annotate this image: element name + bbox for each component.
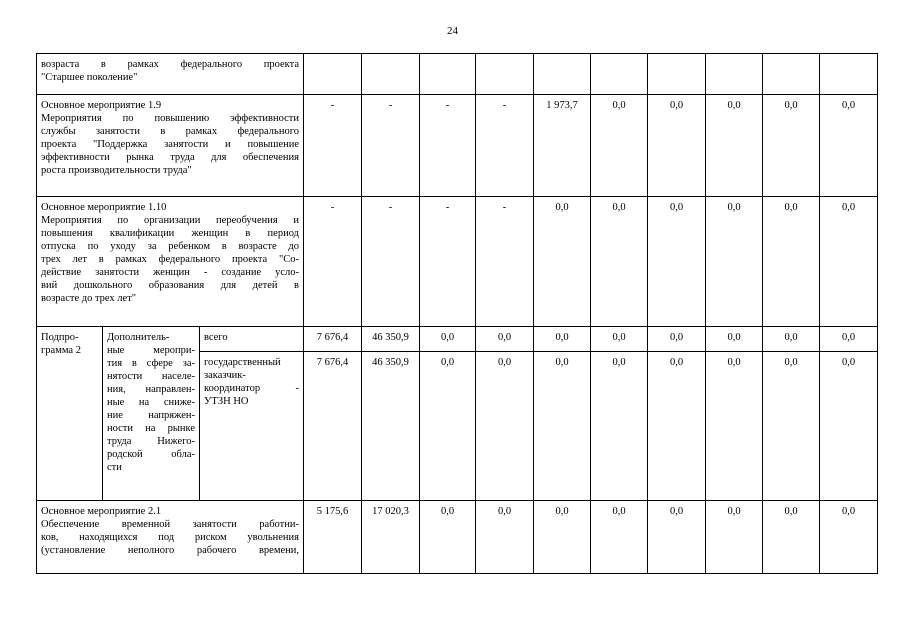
value-cell: 0,0 [648,95,706,197]
value-cell: 0,0 [534,501,591,574]
value-cell: 0,0 [420,501,476,574]
executor-label [200,327,304,352]
value-cell: 0,0 [476,327,534,352]
value-cell: 0,0 [820,197,878,327]
value-cell: 0,0 [763,95,820,197]
label-line: "Старшее поколение" [41,72,138,83]
label-line: ности на рынке [107,423,195,434]
value-cell: 0,0 [648,197,706,327]
value-cell: - [362,95,420,197]
value-cell: 0,0 [476,501,534,574]
label-line: родской обла- [107,449,195,460]
value-cell: 1 973,7 [534,95,591,197]
label-line: тия в сфере за- [107,358,195,369]
value-cell: 0,0 [534,352,591,501]
value-cell [534,54,591,95]
label-line: ные меропри- [107,345,195,356]
label-line: всего [204,332,228,343]
value-cell [591,54,648,95]
value-cell [706,54,763,95]
executor-label [200,352,304,501]
value-cell: 0,0 [534,327,591,352]
label-line: нятости населе- [107,371,195,382]
table-row [37,327,878,352]
value-cell: 0,0 [820,327,878,352]
value-cell: - [304,95,362,197]
value-cell: 0,0 [591,352,648,501]
value-cell: 0,0 [591,95,648,197]
value-cell: 0,0 [591,327,648,352]
label-line: труда Нижего- [107,436,195,447]
funding-table [36,53,878,574]
label-line: роста производительности труда" [41,165,192,176]
label-line: координатор - [204,383,299,394]
label-line: ния, направлен- [107,384,195,395]
label-line: грамма 2 [41,345,81,356]
label-line: (установление неполного рабочего времени, [41,545,299,556]
label-line: Обеспечение временной занятости работни- [41,519,299,530]
value-cell: 0,0 [820,352,878,501]
value-cell: 0,0 [420,352,476,501]
row-label [37,54,304,95]
label-line: проекта "Поддержка занятости и повышение [41,139,299,150]
label-line: трех лет в рамках федерального проекта "Со- [41,254,299,265]
label-line: действие занятости женщин - создание усло- [41,267,299,278]
value-cell [648,54,706,95]
label-line: Мероприятия по повышению эффективности [41,113,299,124]
table-row [37,54,878,95]
value-cell [304,54,362,95]
value-cell: 0,0 [534,197,591,327]
label-line: УТЗН НО [204,396,249,407]
value-cell: 17 020,3 [362,501,420,574]
label-line: ков, находящихся под риском увольнения [41,532,299,543]
row-label [37,197,304,327]
value-cell [420,54,476,95]
label-line: ные на сниже- [107,397,195,408]
table-row [37,95,878,197]
value-cell: 0,0 [706,197,763,327]
value-cell: 0,0 [763,327,820,352]
label-line: Мероприятия по организации переобучения и [41,215,299,226]
subprogram-type [37,327,103,501]
label-line: повышения квалификации женщин в период [41,228,299,239]
value-cell: - [476,197,534,327]
value-cell: - [304,197,362,327]
value-cell: 46 350,9 [362,327,420,352]
value-cell [362,54,420,95]
value-cell: 0,0 [476,352,534,501]
label-line: Дополнитель- [107,332,170,343]
value-cell: - [476,95,534,197]
value-cell [820,54,878,95]
label-line: Основное мероприятие 1.10 [41,202,167,213]
value-cell: 5 175,6 [304,501,362,574]
value-cell: 0,0 [706,95,763,197]
label-line: сти [107,462,122,473]
value-cell: 0,0 [820,501,878,574]
value-cell: 0,0 [648,352,706,501]
value-cell: 0,0 [820,95,878,197]
value-cell: 0,0 [591,197,648,327]
label-line: возрасте до трех лет" [41,293,137,304]
value-cell: 7 676,4 [304,352,362,501]
subprogram-name [103,327,200,501]
table-row [37,197,878,327]
label-line: отпуска по уходу за ребенком в возрасте до [41,241,299,252]
label-line: эффективности рынка труда для обеспечения [41,152,299,163]
label-line: Основное мероприятие 1.9 [41,100,162,111]
label-line: вий дошкольного образования для детей в [41,280,299,291]
value-cell: - [420,95,476,197]
label-line: заказчик- [204,370,246,381]
value-cell: 0,0 [420,327,476,352]
label-line: Основное мероприятие 2.1 [41,506,162,517]
value-cell: - [420,197,476,327]
label-line: ние напряжен- [107,410,195,421]
page-number: 24 [447,25,458,37]
label-line: государственный [204,357,281,368]
value-cell: 0,0 [706,352,763,501]
row-label [37,501,304,574]
value-cell: - [362,197,420,327]
value-cell: 0,0 [591,501,648,574]
table-row [37,501,878,574]
label-line: Подпро- [41,332,79,343]
value-cell: 0,0 [763,197,820,327]
value-cell: 0,0 [648,327,706,352]
value-cell: 0,0 [763,501,820,574]
value-cell: 0,0 [763,352,820,501]
row-label [37,95,304,197]
label-line: службы занятости в рамках федерального [41,126,299,137]
value-cell: 46 350,9 [362,352,420,501]
value-cell [476,54,534,95]
label-line: возраста в рамках федерального проекта [41,59,299,70]
value-cell: 0,0 [706,501,763,574]
value-cell: 0,0 [706,327,763,352]
value-cell: 7 676,4 [304,327,362,352]
value-cell: 0,0 [648,501,706,574]
value-cell [763,54,820,95]
